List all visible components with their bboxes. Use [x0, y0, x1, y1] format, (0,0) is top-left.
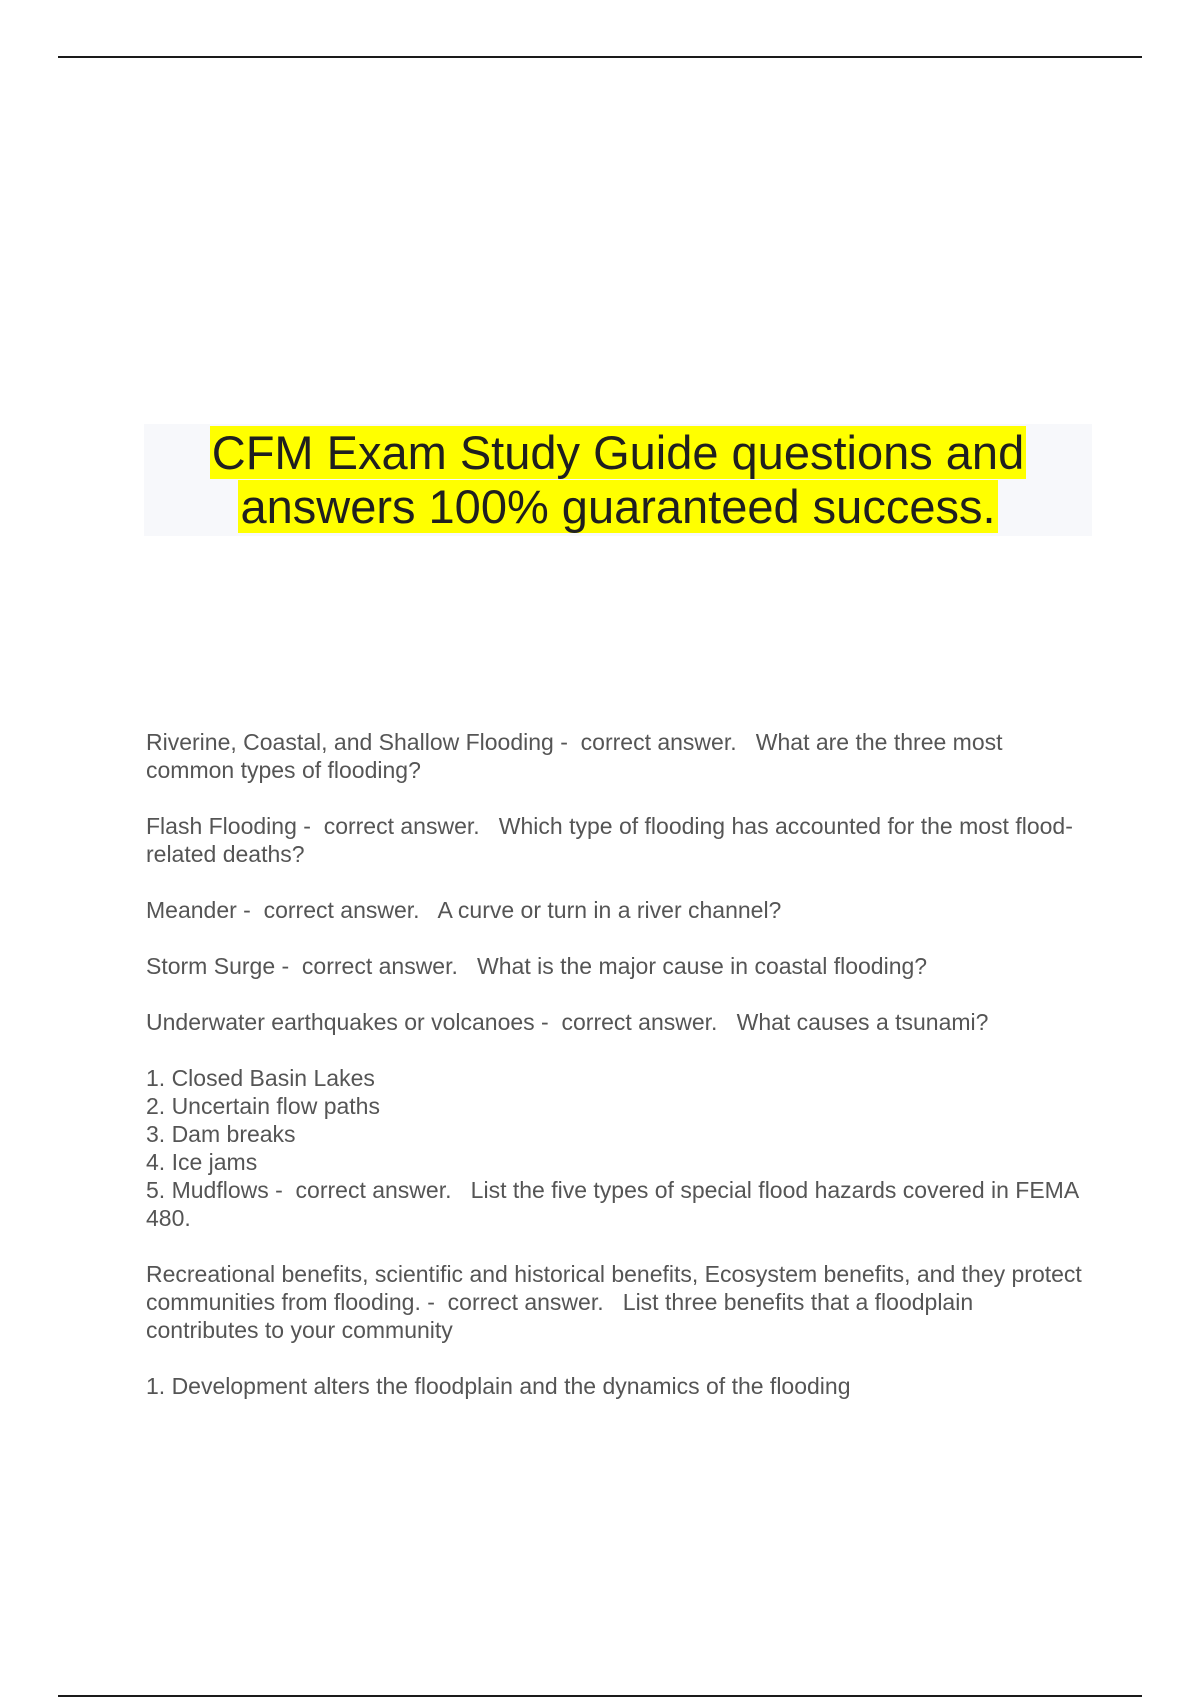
list-item: 3. Dam breaks: [146, 1121, 296, 1147]
qa-line: 1. Development alters the floodplain and the dynamics of the flooding: [146, 1373, 851, 1399]
qa-line: Meander - correct answer. A curve or turn in a river channel?: [146, 897, 782, 923]
title-band: [144, 424, 1092, 536]
list-item: 1. Closed Basin Lakes: [146, 1065, 375, 1091]
bottom-rule: [58, 1695, 1142, 1697]
list-item: 5. Mudflows - correct answer. List the five types of special flood hazards covered in FEMA 480.: [146, 1177, 1085, 1231]
qa-content: [146, 728, 1089, 1428]
page-title-text: CFM Exam Study Guide questions and answers 100% guaranteed success.: [211, 426, 1025, 533]
qa-entry: [146, 1008, 1086, 1036]
qa-line: Recreational benefits, scientific and historical benefits, Ecosystem benefits, and they protect communities from flooding. - correct answer. List three benefits that a floodplain contributes to your community: [146, 1261, 1089, 1343]
qa-entry: [146, 728, 1086, 784]
list-item: 2. Uncertain flow paths: [146, 1093, 380, 1119]
qa-entry: [146, 812, 1086, 868]
qa-line: Flash Flooding - correct answer. Which type of flooding has accounted for the most flood-related deaths?: [146, 813, 1073, 867]
qa-line: Riverine, Coastal, and Shallow Flooding - correct answer. What are the three most common types of flooding?: [146, 729, 1009, 783]
qa-entry: [146, 1372, 1086, 1400]
qa-line: Underwater earthquakes or volcanoes - correct answer. What causes a tsunami?: [146, 1009, 989, 1035]
page-title: [144, 424, 1092, 534]
qa-entry: [146, 896, 1086, 924]
qa-entry-list: [146, 1064, 1086, 1232]
qa-line: Storm Surge - correct answer. What is the major cause in coastal flooding?: [146, 953, 928, 979]
qa-entry: [146, 1260, 1089, 1344]
list-item: 4. Ice jams: [146, 1149, 258, 1175]
top-rule: [58, 56, 1142, 58]
qa-entry: [146, 952, 1086, 980]
